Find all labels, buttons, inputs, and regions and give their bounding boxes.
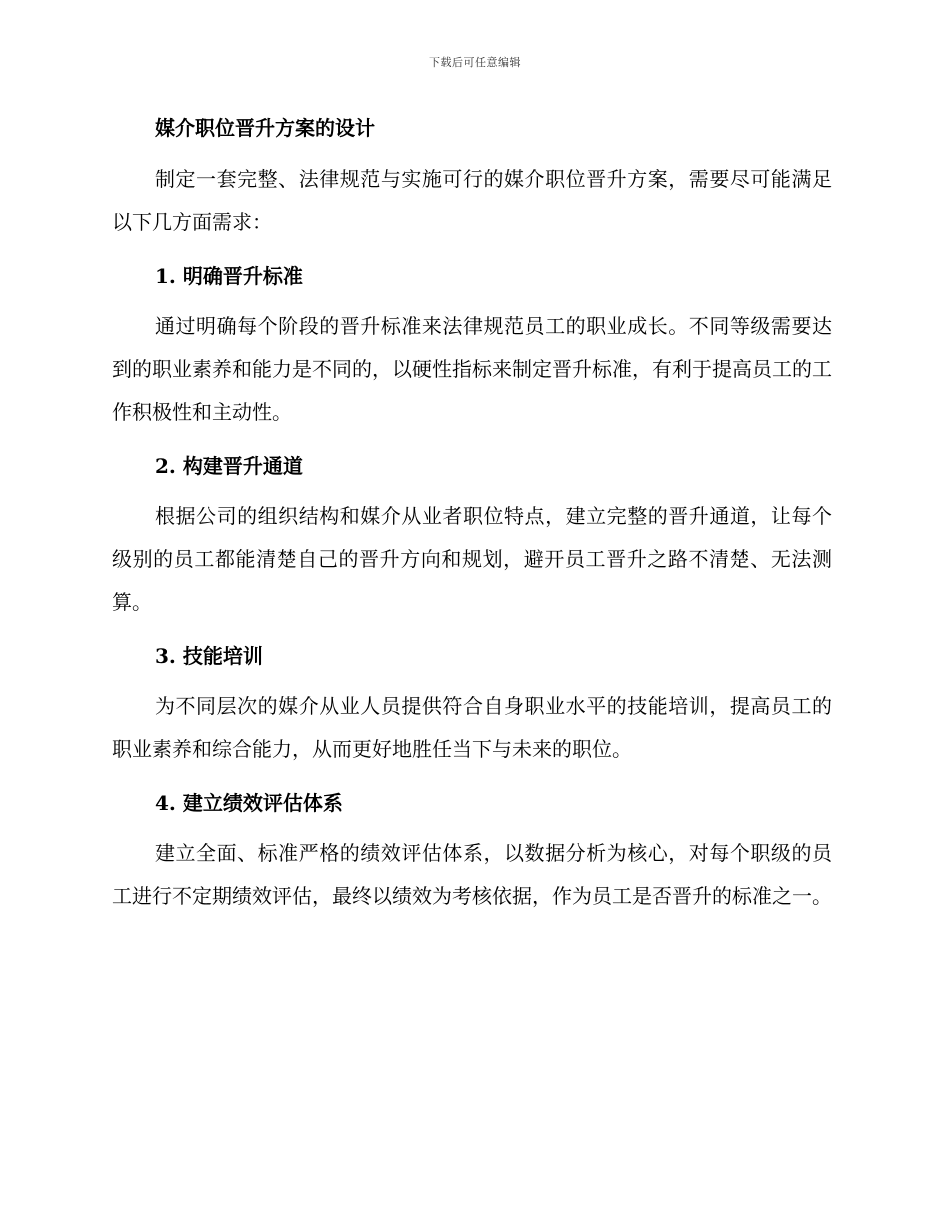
document-title: 媒介职位晋升方案的设计 (155, 116, 375, 140)
header-note: 下载后可任意编辑 (429, 56, 521, 69)
section-body-4: 建立全面、标准严格的绩效评估体系，以数据分析为核心，对每个职级的员工进行不定期绩效评估，最终以绩效为考核依据，作为员工是否晋升的标准之一。 (112, 841, 832, 908)
section-heading-1: 1. 明确晋升标准 (155, 264, 303, 288)
section-body-2: 根据公司的组织结构和媒介从业者职位特点，建立完整的晋升通道，让每个级别的员工都能清楚自己的晋升方向和规划，避开员工晋升之路不清楚、无法测算。 (112, 504, 832, 614)
document-body (112, 108, 832, 918)
section-heading-2: 2. 构建晋升通道 (155, 454, 303, 478)
section-heading-4: 4. 建立绩效评估体系 (155, 791, 343, 815)
section-body-1: 通过明确每个阶段的晋升标准来法律规范员工的职业成长。不同等级需要达到的职业素养和能力是不同的，以硬性指标来制定晋升标准，有利于提高员工的工作积极性和主动性。 (112, 314, 832, 424)
section-body-3: 为不同层次的媒介从业人员提供符合自身职业水平的技能培训，提高员工的职业素养和综合能力，从而更好地胜任当下与未来的职位。 (112, 694, 832, 761)
intro-paragraph: 制定一套完整、法律规范与实施可行的媒介职位晋升方案，需要尽可能满足以下几方面需求： (112, 167, 832, 234)
section-heading-3: 3. 技能培训 (155, 644, 263, 668)
